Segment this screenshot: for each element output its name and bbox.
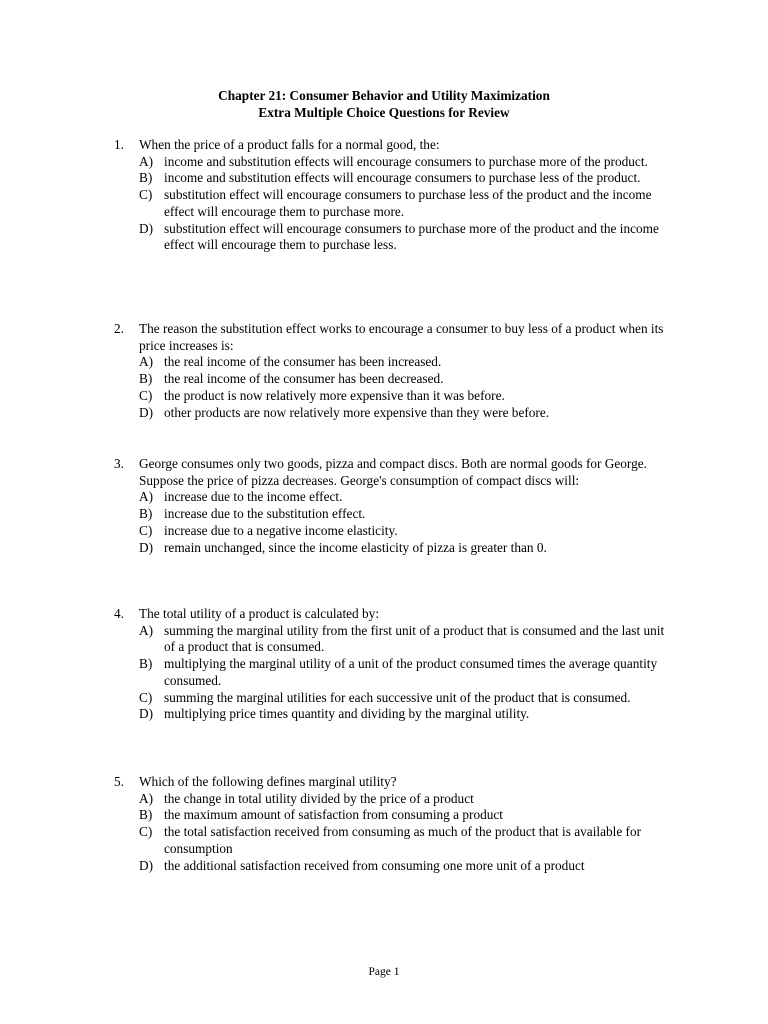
choice-text: multiplying price times quantity and dividing by the marginal utility. — [164, 706, 530, 722]
question-stem: The reason the substitution effect works to encourage a consumer to buy less of a product when its price increases is: — [139, 321, 664, 353]
choice-d — [139, 858, 674, 875]
choice-letter: A) — [139, 354, 154, 370]
choice-letter: C) — [139, 522, 153, 538]
question-3 — [114, 456, 674, 556]
page-number: Page 1 — [368, 966, 400, 978]
choice-a — [139, 623, 674, 656]
choice-letter: D) — [139, 857, 154, 873]
choice-text: summing the marginal utilities for each successive unit of the product that is consumed. — [164, 689, 631, 705]
choice-letter: B) — [139, 506, 153, 522]
question-5 — [114, 774, 674, 874]
chapter-title: Chapter 21: Consumer Behavior and Utility Maximization — [218, 88, 550, 103]
choice-b — [139, 656, 674, 689]
choice-text: the change in total utility divided by the price of a product — [164, 790, 474, 806]
choice-letter: A) — [139, 489, 154, 505]
question-number: 1. — [114, 137, 124, 152]
choice-text: multiplying the marginal utility of a unit of the product consumed times the average quantity consumed. — [164, 656, 658, 688]
choice-b — [139, 506, 674, 523]
question-number: 3. — [114, 456, 124, 471]
choice-letter: B) — [139, 807, 153, 823]
choice-letter: A) — [139, 622, 154, 638]
choice-d — [139, 405, 674, 422]
choice-letter: D) — [139, 706, 154, 722]
choice-letter: A) — [139, 790, 154, 806]
chapter-subtitle: Extra Multiple Choice Questions for Review — [258, 105, 510, 120]
choice-text: increase due to a negative income elasticity. — [164, 522, 398, 538]
choice-a — [139, 354, 674, 371]
question-stem: George consumes only two goods, pizza and compact discs. Both are normal goods for George. Suppose the price of pizza decreases. George's consumption of compact discs will: — [139, 456, 647, 488]
choice-letter: D) — [139, 220, 154, 236]
document-heading — [0, 87, 768, 121]
choice-letter: A) — [139, 153, 154, 169]
choice-c — [139, 388, 674, 405]
choice-text: other products are now relatively more expensive than they were before. — [164, 404, 550, 420]
choice-text: the total satisfaction received from consuming as much of the product that is available for consumption — [164, 824, 642, 856]
choice-c — [139, 187, 674, 220]
choice-text: summing the marginal utility from the first unit of a product that is consumed and the last unit of a product that is consumed. — [164, 622, 665, 655]
choice-b — [139, 170, 674, 187]
choice-letter: C) — [139, 387, 153, 403]
choice-text: the real income of the consumer has been increased. — [164, 354, 442, 370]
choice-text: income and substitution effects will encourage consumers to purchase less of the product. — [164, 170, 641, 186]
choice-text: increase due to the substitution effect. — [164, 506, 366, 522]
choice-text: the additional satisfaction received from consuming one more unit of a product — [164, 857, 585, 873]
choice-letter: C) — [139, 689, 153, 705]
question-1 — [114, 137, 674, 254]
choice-a — [139, 791, 674, 808]
choice-text: remain unchanged, since the income elasticity of pizza is greater than 0. — [164, 539, 547, 555]
choice-d — [139, 540, 674, 557]
choice-text: the maximum amount of satisfaction from consuming a product — [164, 807, 503, 823]
question-number: 4. — [114, 606, 124, 621]
choice-b — [139, 371, 674, 388]
question-stem: When the price of a product falls for a normal good, the: — [139, 137, 440, 152]
choice-letter: C) — [139, 187, 153, 203]
choice-letter: B) — [139, 656, 153, 672]
question-number: 2. — [114, 321, 124, 336]
choice-letter: C) — [139, 824, 153, 840]
choice-letter: D) — [139, 404, 154, 420]
question-2 — [114, 321, 674, 421]
question-number: 5. — [114, 774, 124, 789]
choice-d — [139, 221, 674, 254]
choice-text: substitution effect will encourage consumers to purchase more of the product and the income effect will encourage them to purchase less. — [164, 220, 659, 253]
question-stem: Which of the following defines marginal utility? — [139, 774, 397, 789]
choice-d — [139, 706, 674, 723]
choice-text: substitution effect will encourage consumers to purchase less of the product and the income effect will encourage them to purchase more. — [164, 187, 652, 219]
choice-c — [139, 824, 674, 857]
choice-c — [139, 690, 674, 707]
choice-c — [139, 523, 674, 540]
choice-text: income and substitution effects will encourage consumers to purchase more of the product. — [164, 153, 648, 169]
choice-letter: B) — [139, 170, 153, 186]
question-stem: The total utility of a product is calculated by: — [139, 606, 380, 621]
choice-text: the real income of the consumer has been decreased. — [164, 371, 444, 387]
choice-b — [139, 807, 674, 824]
question-4 — [114, 606, 674, 723]
choice-a — [139, 489, 674, 506]
choice-letter: D) — [139, 539, 154, 555]
choice-text: increase due to the income effect. — [164, 489, 343, 505]
choice-letter: B) — [139, 371, 153, 387]
choice-text: the product is now relatively more expensive than it was before. — [164, 387, 505, 403]
choice-a — [139, 154, 674, 171]
